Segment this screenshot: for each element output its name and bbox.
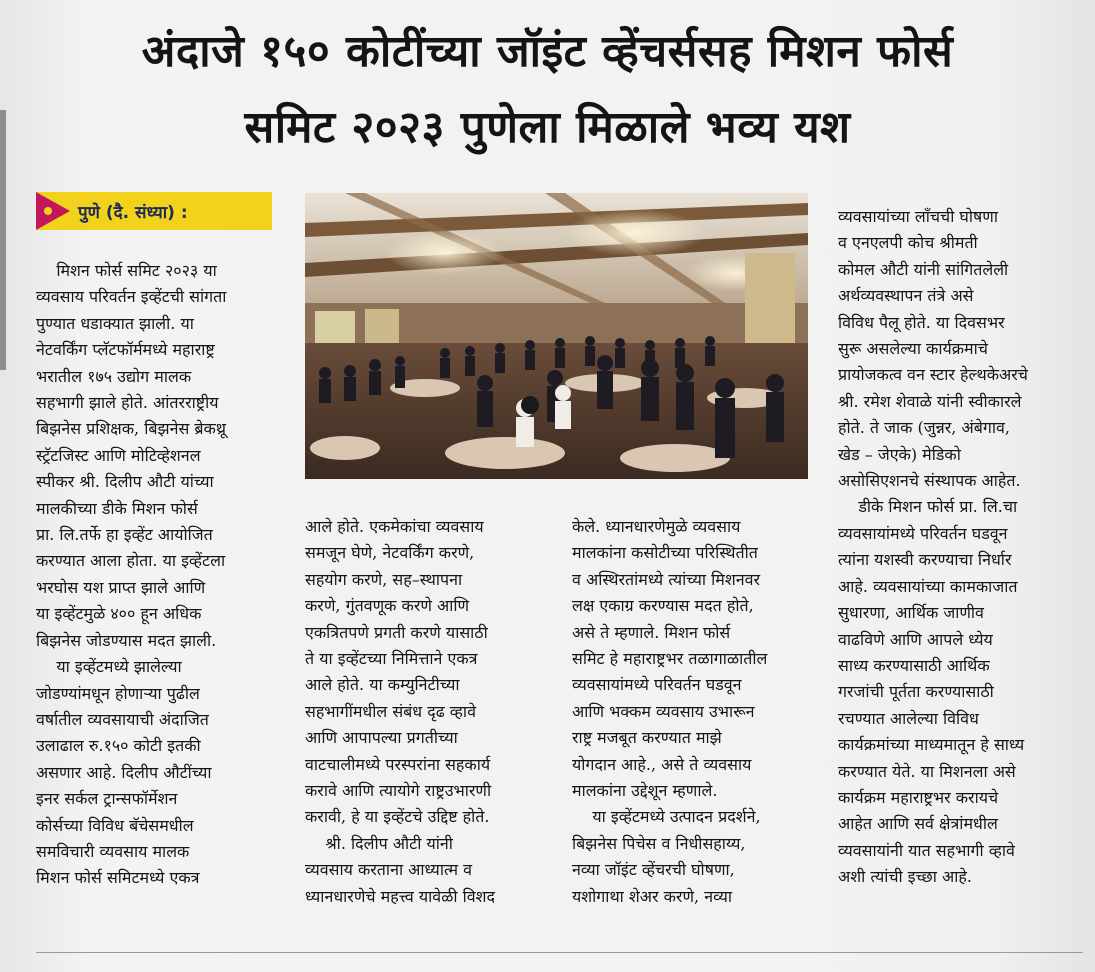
article-line: श्री. रमेश शेवाळे यांनी स्वीकारले xyxy=(838,391,1022,411)
article-line: आणि भक्कम व्यवसाय उभारून xyxy=(572,701,755,721)
article-line: सुधारणा, आर्थिक जाणीव xyxy=(838,603,984,623)
article-line: व्यवसायांमध्ये परिवर्तन घडवून xyxy=(838,523,1008,543)
dateline-text: पुणे (दै. संध्या) : xyxy=(78,202,188,223)
article-line: बिझनेस जोडण्यास मदत झाली. xyxy=(36,630,217,650)
article-line: एकत्रितपणे प्रगती करणे यासाठी xyxy=(305,622,488,642)
article-line: स्पीकर श्री. दिलीप औटी यांच्या xyxy=(36,472,214,492)
article-line: कार्यक्रम महाराष्ट्रभर करायचे xyxy=(838,787,999,807)
article-line: नव्या जॉइंट व्हेंचरची घोषणा, xyxy=(572,860,735,880)
article-line: समविचारी व्यवसाय मालक xyxy=(36,841,190,861)
article-line: इनर सर्कल ट्रान्सफॉर्मेशन xyxy=(36,789,178,809)
article-line: नेटवर्किंग प्लॅटफॉर्ममध्ये महाराष्ट्र xyxy=(36,340,215,360)
article-line: व्यवसायांच्या लाँचची घोषणा xyxy=(838,207,998,226)
article-column-4 xyxy=(838,204,1083,891)
event-photo xyxy=(305,193,808,479)
article-line: ध्यानधारणेचे महत्त्व यावेळी विशद xyxy=(305,886,496,906)
article-line: भरघोस यश प्राप्त झाले आणि xyxy=(36,577,206,597)
article-line: भरातील १७५ उद्योग मालक xyxy=(36,366,192,386)
article-line: करावी, हे या इव्हेंटचे उद्दिष्ट होते. xyxy=(305,807,490,827)
article-line: पुण्यात धडाक्यात झाली. या xyxy=(36,313,194,333)
article-line: मालकांना कसोटीच्या परिस्थितीत xyxy=(572,543,758,563)
article-line: व एनएलपी कोच श्रीमती xyxy=(838,233,978,253)
article-line: अर्थव्यवस्थापन तंत्रे असे xyxy=(838,286,974,306)
article-line: रचण्यात आलेल्या विविध xyxy=(838,708,979,728)
article-line: सहभागींमधील संबंध दृढ व्हावे xyxy=(305,701,476,721)
article-line: करण्यात आला होता. या इव्हेंटला xyxy=(36,551,226,571)
article-line: आणि आपापल्या प्रगतीच्या xyxy=(305,728,458,748)
article-line: ते या इव्हेंटच्या निमित्ताने एकत्र xyxy=(305,649,478,669)
article-line: बिझनेस पिचेस व निधीसहाय्य, xyxy=(572,833,746,853)
article-line: स्ट्रॅटजिस्ट आणि मोटिव्हेशनल xyxy=(36,445,201,465)
article-line: राष्ट्र मजबूत करण्यात माझे xyxy=(572,728,722,748)
article-line: कोमल औटी यांनी सांगितलेली xyxy=(838,259,1009,279)
article-line: प्रायोजकत्व वन स्टार हेल्थकेअरचे xyxy=(838,365,1028,385)
article-line: आहेत आणि सर्व क्षेत्रांमधील xyxy=(838,814,998,834)
article-line: योगदान आहे., असे ते व्यवसाय xyxy=(572,754,752,774)
article-line: यशोगाथा शेअर करणे, नव्या xyxy=(572,886,732,906)
headline-line-2: समिट २०२३ पुणेला मिळाले भव्य यश xyxy=(244,102,851,153)
article-line: मिशन फोर्स समिट २०२३ या xyxy=(36,261,217,280)
article-line: सहयोग करणे, सह–स्थापना xyxy=(305,569,463,589)
bottom-rule xyxy=(36,952,1083,953)
article-line: मालकीच्या डीके मिशन फोर्स xyxy=(36,498,198,518)
article-line: कोर्सच्या विविध बॅचेसमधील xyxy=(36,815,194,835)
article-line: सुरू असलेल्या कार्यक्रमाचे xyxy=(838,339,988,359)
article-column-3 xyxy=(572,514,822,910)
article-line: गरजांची पूर्तता करण्यासाठी xyxy=(838,682,994,702)
article-line: मिशन फोर्स समिटमध्ये एकत्र xyxy=(36,868,200,888)
article-line: आले होते. एकमेकांचा व्यवसाय xyxy=(305,517,484,536)
article-line: जोडण्यांमधून होणाऱ्या पुढील xyxy=(36,683,200,703)
article-line: या इव्हेंटमध्ये झालेल्या xyxy=(36,657,182,677)
page-edge-strip xyxy=(0,110,6,370)
article-line: वाटचालीमध्ये परस्परांना सहकार्य xyxy=(305,754,491,774)
conference-hall-illustration xyxy=(305,193,808,479)
article-line: आहे. व्यवसायांच्या कामकाजात xyxy=(838,576,1018,596)
article-line: व्यवसायांमध्ये परिवर्तन घडवून xyxy=(572,675,742,695)
article-line: व अस्थिरतांमध्ये त्यांच्या मिशनवर xyxy=(572,569,761,589)
article-line: असणार आहे. दिलीप औटींच्या xyxy=(36,762,212,782)
article-line: मालकांना उद्देशून म्हणाले. xyxy=(572,781,718,801)
dateline-box xyxy=(36,192,272,230)
article-line: खेड – जेएके) मेडिको xyxy=(838,444,961,464)
article-column-2 xyxy=(305,514,553,910)
article-line: साध्य करण्यासाठी आर्थिक xyxy=(838,655,990,675)
article-line: या इव्हेंटमुळे ४०० हून अधिक xyxy=(36,604,202,624)
article-line: व्यवसाय करताना आध्यात्म व xyxy=(305,860,473,880)
article-line: व्यवसायांनी यात सहभागी व्हावे xyxy=(838,840,1015,860)
article-line: वर्षातील व्यवसायाची अंदाजित xyxy=(36,709,209,729)
article-line: करावे आणि त्यायोगे राष्ट्रउभारणी xyxy=(305,781,492,801)
article-line: असोसिएशनचे संस्थापक आहेत. xyxy=(838,471,1021,491)
article-line: विविध पैलू होते. या दिवसभर xyxy=(838,312,1005,332)
article-column-1 xyxy=(36,258,276,892)
article-line: आले होते. या कम्युनिटीच्या xyxy=(305,675,460,695)
article-line: समिट हे महाराष्ट्रभर तळागाळातील xyxy=(572,649,768,669)
article-line: डीके मिशन फोर्स प्रा. लि.चा xyxy=(838,497,1018,517)
headline-line-1: अंदाजे १५० कोटींच्या जॉइंट व्हेंचर्ससह मिशन फोर्स xyxy=(141,26,954,77)
article-line: केले. ध्यानधारणेमुळे व्यवसाय xyxy=(572,517,741,536)
article-line: या इव्हेंटमध्ये उत्पादन प्रदर्शने, xyxy=(572,807,761,827)
flag-icon xyxy=(36,192,70,230)
article-line: समजून घेणे, नेटवर्किंग करणे, xyxy=(305,543,475,563)
article-line: प्रा. लि.तर्फे हा इव्हेंट आयोजित xyxy=(36,525,213,545)
article-line: अशी त्यांची इच्छा आहे. xyxy=(838,867,972,887)
article-line: असे ते म्हणाले. मिशन फोर्स xyxy=(572,622,731,642)
article-line: वाढविणे आणि आपले ध्येय xyxy=(838,629,993,649)
article-line: कार्यक्रमांच्या माध्यमातून हे साध्य xyxy=(838,735,1025,755)
article-line: श्री. दिलीप औटी यांनी xyxy=(305,833,453,853)
article-line: लक्ष एकाग्र करण्यास मदत होते, xyxy=(572,596,754,616)
article-line: त्यांना यशस्वी करण्याचा निर्धार xyxy=(838,550,1012,570)
article-line: सहभागी झाले होते. आंतरराष्ट्रीय xyxy=(36,393,219,413)
article-line: करणे, गुंतवणूक करणे आणि xyxy=(305,596,470,616)
article-line: होते. ते जाक (जुन्नर, अंबेगाव, xyxy=(838,418,1010,438)
article-line: बिझनेस प्रशिक्षक, बिझनेस ब्रेकथ्रू xyxy=(36,419,227,439)
article-line: करण्यात येते. या मिशनला असे xyxy=(838,761,1016,781)
article-line: व्यवसाय परिवर्तन इव्हेंटची सांगता xyxy=(36,287,227,307)
article-line: उलाढाल रु.१५० कोटी इतकी xyxy=(36,736,201,756)
